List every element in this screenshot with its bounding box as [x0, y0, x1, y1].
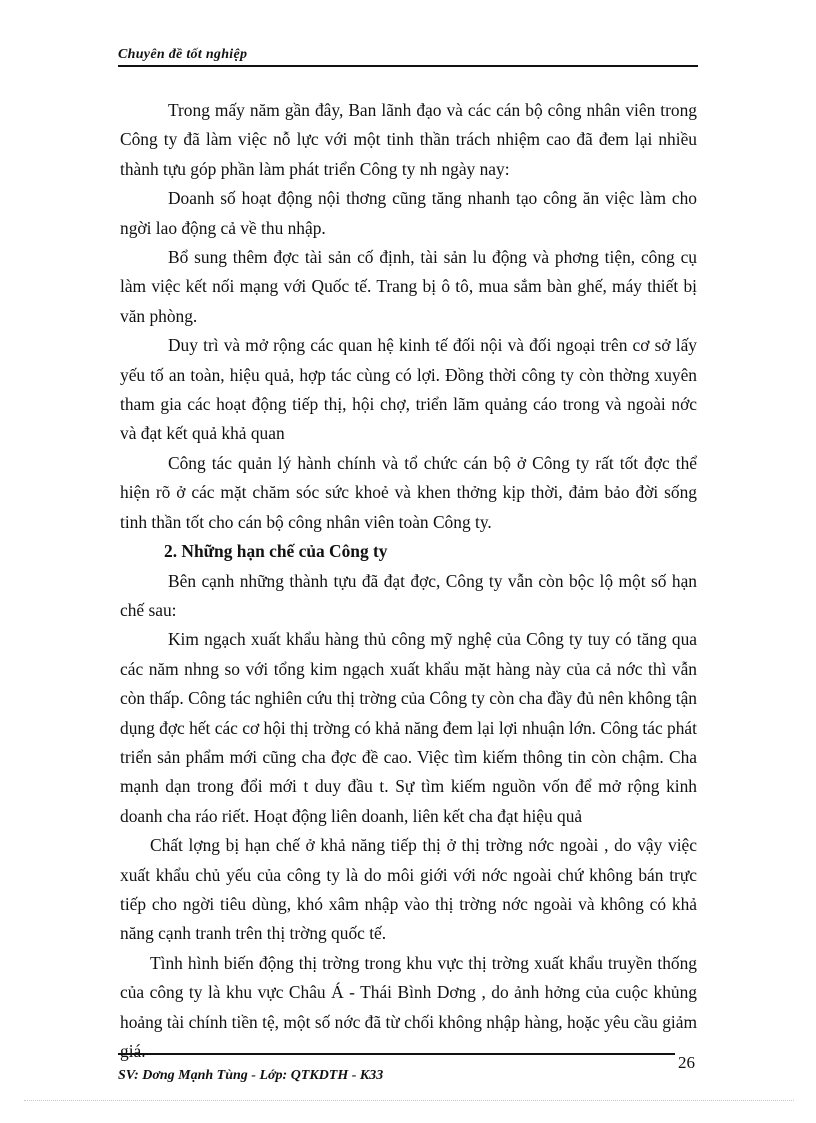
paragraph: Kim ngạch xuất khẩu hàng thủ công mỹ nghệ của Công ty tuy có tăng qua các năm nhng so với tổng kim ngạch xuất khẩu mặt hàng này của cả nớc thì vẫn còn thấp. Công tác nghiên cứu thị trờng của Công ty còn cha đầy đủ nên không tận dụng đợc hết các cơ hội thị trờng có khả năng đem lại lợi nhuận lớn. Công tác phát triển sản phẩm mới cũng cha đợc đề cao. Việc tìm kiếm thông tin còn chậm. Cha mạnh dạn trong đổi mới t duy đầu t. Sự tìm kiếm nguồn vốn để mở rộng kinh doanh cha ráo riết. Hoạt động liên doanh, liên kết cha đạt hiệu quả: [120, 629, 697, 826]
paragraph: Công tác quản lý hành chính và tổ chức cán bộ ở Công ty rất tốt đợc thể hiện rõ ở các mặt chăm sóc sức khoẻ và khen thởng kịp thời, đảm bảo đời sống tinh thần tốt cho cán bộ công nhân viên toàn Công ty.: [120, 452, 697, 532]
paragraph: Trong mấy năm gần đây, Ban lãnh đạo và các cán bộ công nhân viên trong Công ty đã làm việc nỗ lực với một tinh thần trách nhiệm cao đã đem lại nhiều thành tựu góp phần làm phát triển Công ty nh ngày nay:: [120, 100, 697, 179]
paragraph: Duy trì và mở rộng các quan hệ kinh tế đối nội và đối ngoại trên cơ sở lấy yếu tố an toàn, hiệu quả, hợp tác cùng có lợi. Đồng thời công ty còn thờng xuyên tham gia các hoạt động tiếp thị, hội chợ, triển lãm quảng cáo trong và ngoài nớc và đạt kết quả khả quan: [120, 335, 697, 444]
paragraph: Bổ sung thêm đợc tài sản cố định, tài sản lu động và phơng tiện, công cụ làm việc kết nối mạng với Quốc tế. Trang bị ô tô, mua sắm bàn ghế, máy thiết bị văn phòng.: [120, 247, 697, 326]
page-number: 26: [678, 1053, 695, 1072]
paragraph: Tình hình biến động thị trờng trong khu vực thị trờng xuất khẩu truyền thống của công ty là khu vực Châu Á - Thái Bình Dơng , do ảnh hởng của cuộc khủng hoảng tài chính tiền tệ, một số nớc đã từ chối không nhập hàng, hoặc yêu cầu giảm giá.: [120, 952, 697, 1061]
body-text: [120, 96, 697, 1066]
footer-rule: [118, 1053, 675, 1055]
paragraph: Bên cạnh những thành tựu đã đạt đợc, Công ty vẫn còn bộc lộ một số hạn chế sau:: [120, 570, 697, 620]
section-heading: 2. Những hạn chế của Công ty: [164, 541, 388, 562]
header-rule: [118, 65, 698, 67]
header-title: Chuyên đề tốt nghiệp: [118, 47, 248, 62]
footer-author: SV: Dơng Mạnh Tùng - Lớp: QTKDTH - K33: [118, 1068, 384, 1083]
page-edge-divider: [24, 1100, 794, 1101]
paragraph: Chất lợng bị hạn chế ở khả năng tiếp thị ở thị trờng nớc ngoài , do vậy việc xuất khẩu chủ yếu của công ty là do môi giới với nớc ngoài chứ không bán trực tiếp cho ngời tiêu dùng, khó xâm nhập vào thị trờng nớc ngoài và không có khả năng cạnh tranh trên thị trờng quốc tế.: [120, 835, 697, 944]
paragraph: Doanh số hoạt động nội thơng cũng tăng nhanh tạo công ăn việc làm cho ngời lao động cả về thu nhập.: [120, 188, 697, 238]
